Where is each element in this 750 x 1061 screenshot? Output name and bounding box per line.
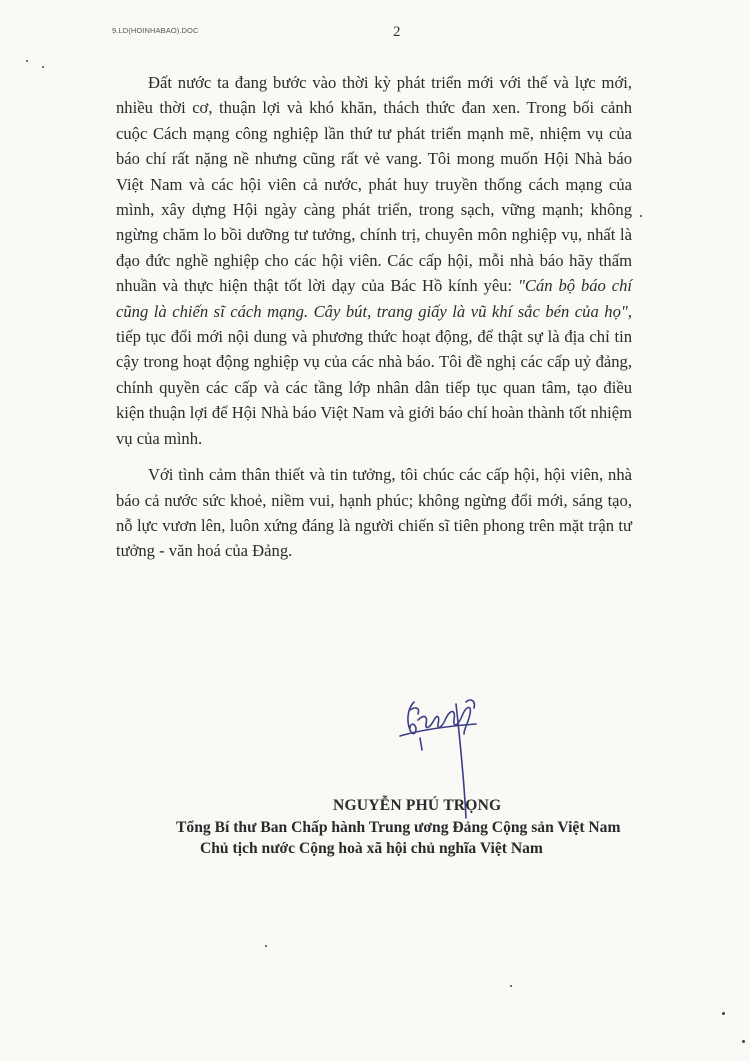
paragraph-text: Đất nước ta đang bước vào thời kỳ phát triển mới với thế và lực mới, nhiều thời cơ, thuận lợi và khó khăn, thách thức đan xen. Trong bối cảnh cuộc Cách mạng công nghiệp lần thứ tư phát triển mạnh mẽ, nhiệm vụ của báo chí rất nặng nề nhưng cũng rất vẻ vang. Tôi mong muốn Hội Nhà báo Việt Nam và các hội viên cả nước, phát huy truyền thống cách mạng của mình, xây dựng Hội ngày càng phát triển, trong sạch, vững mạnh; không ngừng chăm lo bồi dưỡng tư tưởng, chính trị, chuyên môn nghiệp vụ, nhất là đạo đức nghề nghiệp cho các hội viên. Các cấp hội, mỗi nhà báo hãy thấm nhuần và thực hiện thật tốt lời dạy của Bác Hồ kính yêu: [116, 73, 632, 296]
scan-speck [510, 985, 512, 987]
signer-title-party: Tổng Bí thư Ban Chấp hành Trung ương Đảng Cộng sản Việt Nam [176, 819, 621, 836]
scan-speck [26, 60, 28, 62]
page-number: 2 [393, 24, 401, 40]
scan-speck [742, 1040, 745, 1043]
signer-name: NGUYỄN PHÚ TRỌNG [333, 797, 502, 814]
scan-speck [722, 1012, 725, 1015]
scan-speck [640, 215, 642, 217]
paragraph-text: , tiếp tục đổi mới nội dung và phương thức hoạt động, để thật sự là địa chỉ tin cậy trong hoạt động nghiệp vụ của các nhà báo. Tôi đề nghị các cấp uỷ đảng, chính quyền các cấp và các tầng lớp nhân dân tiếp tục quan tâm, tạo điều kiện thuận lợi để Hội Nhà báo Việt Nam và giới báo chí hoàn thành tốt nhiệm vụ của mình. [116, 301, 632, 448]
closing-paragraph: Với tình cảm thân thiết và tin tưởng, tôi chúc các cấp hội, hội viên, nhà báo cả nước sức khoẻ, niềm vui, hạnh phúc; không ngừng đổi mới, sáng tạo, nỗ lực vươn lên, luôn xứng đáng là người chiến sĩ tiên phong trên mặt trận tư tưởng - văn hoá của Đảng. [116, 465, 632, 561]
ho-chi-minh-quote: "Cán bộ báo chí cũng là chiến sĩ cách mạng. Cây bút, trang giấy là vũ khí sắc bén của họ" [116, 276, 632, 321]
scan-speck [42, 66, 44, 68]
body-paragraph [116, 70, 632, 451]
letter-body [116, 70, 632, 564]
document-file-label: 9.LD(HOINHABAO).DOC [112, 26, 199, 35]
scan-speck [265, 945, 267, 947]
signer-title-state: Chủ tịch nước Cộng hoà xã hội chủ nghĩa Việt Nam [200, 840, 543, 857]
